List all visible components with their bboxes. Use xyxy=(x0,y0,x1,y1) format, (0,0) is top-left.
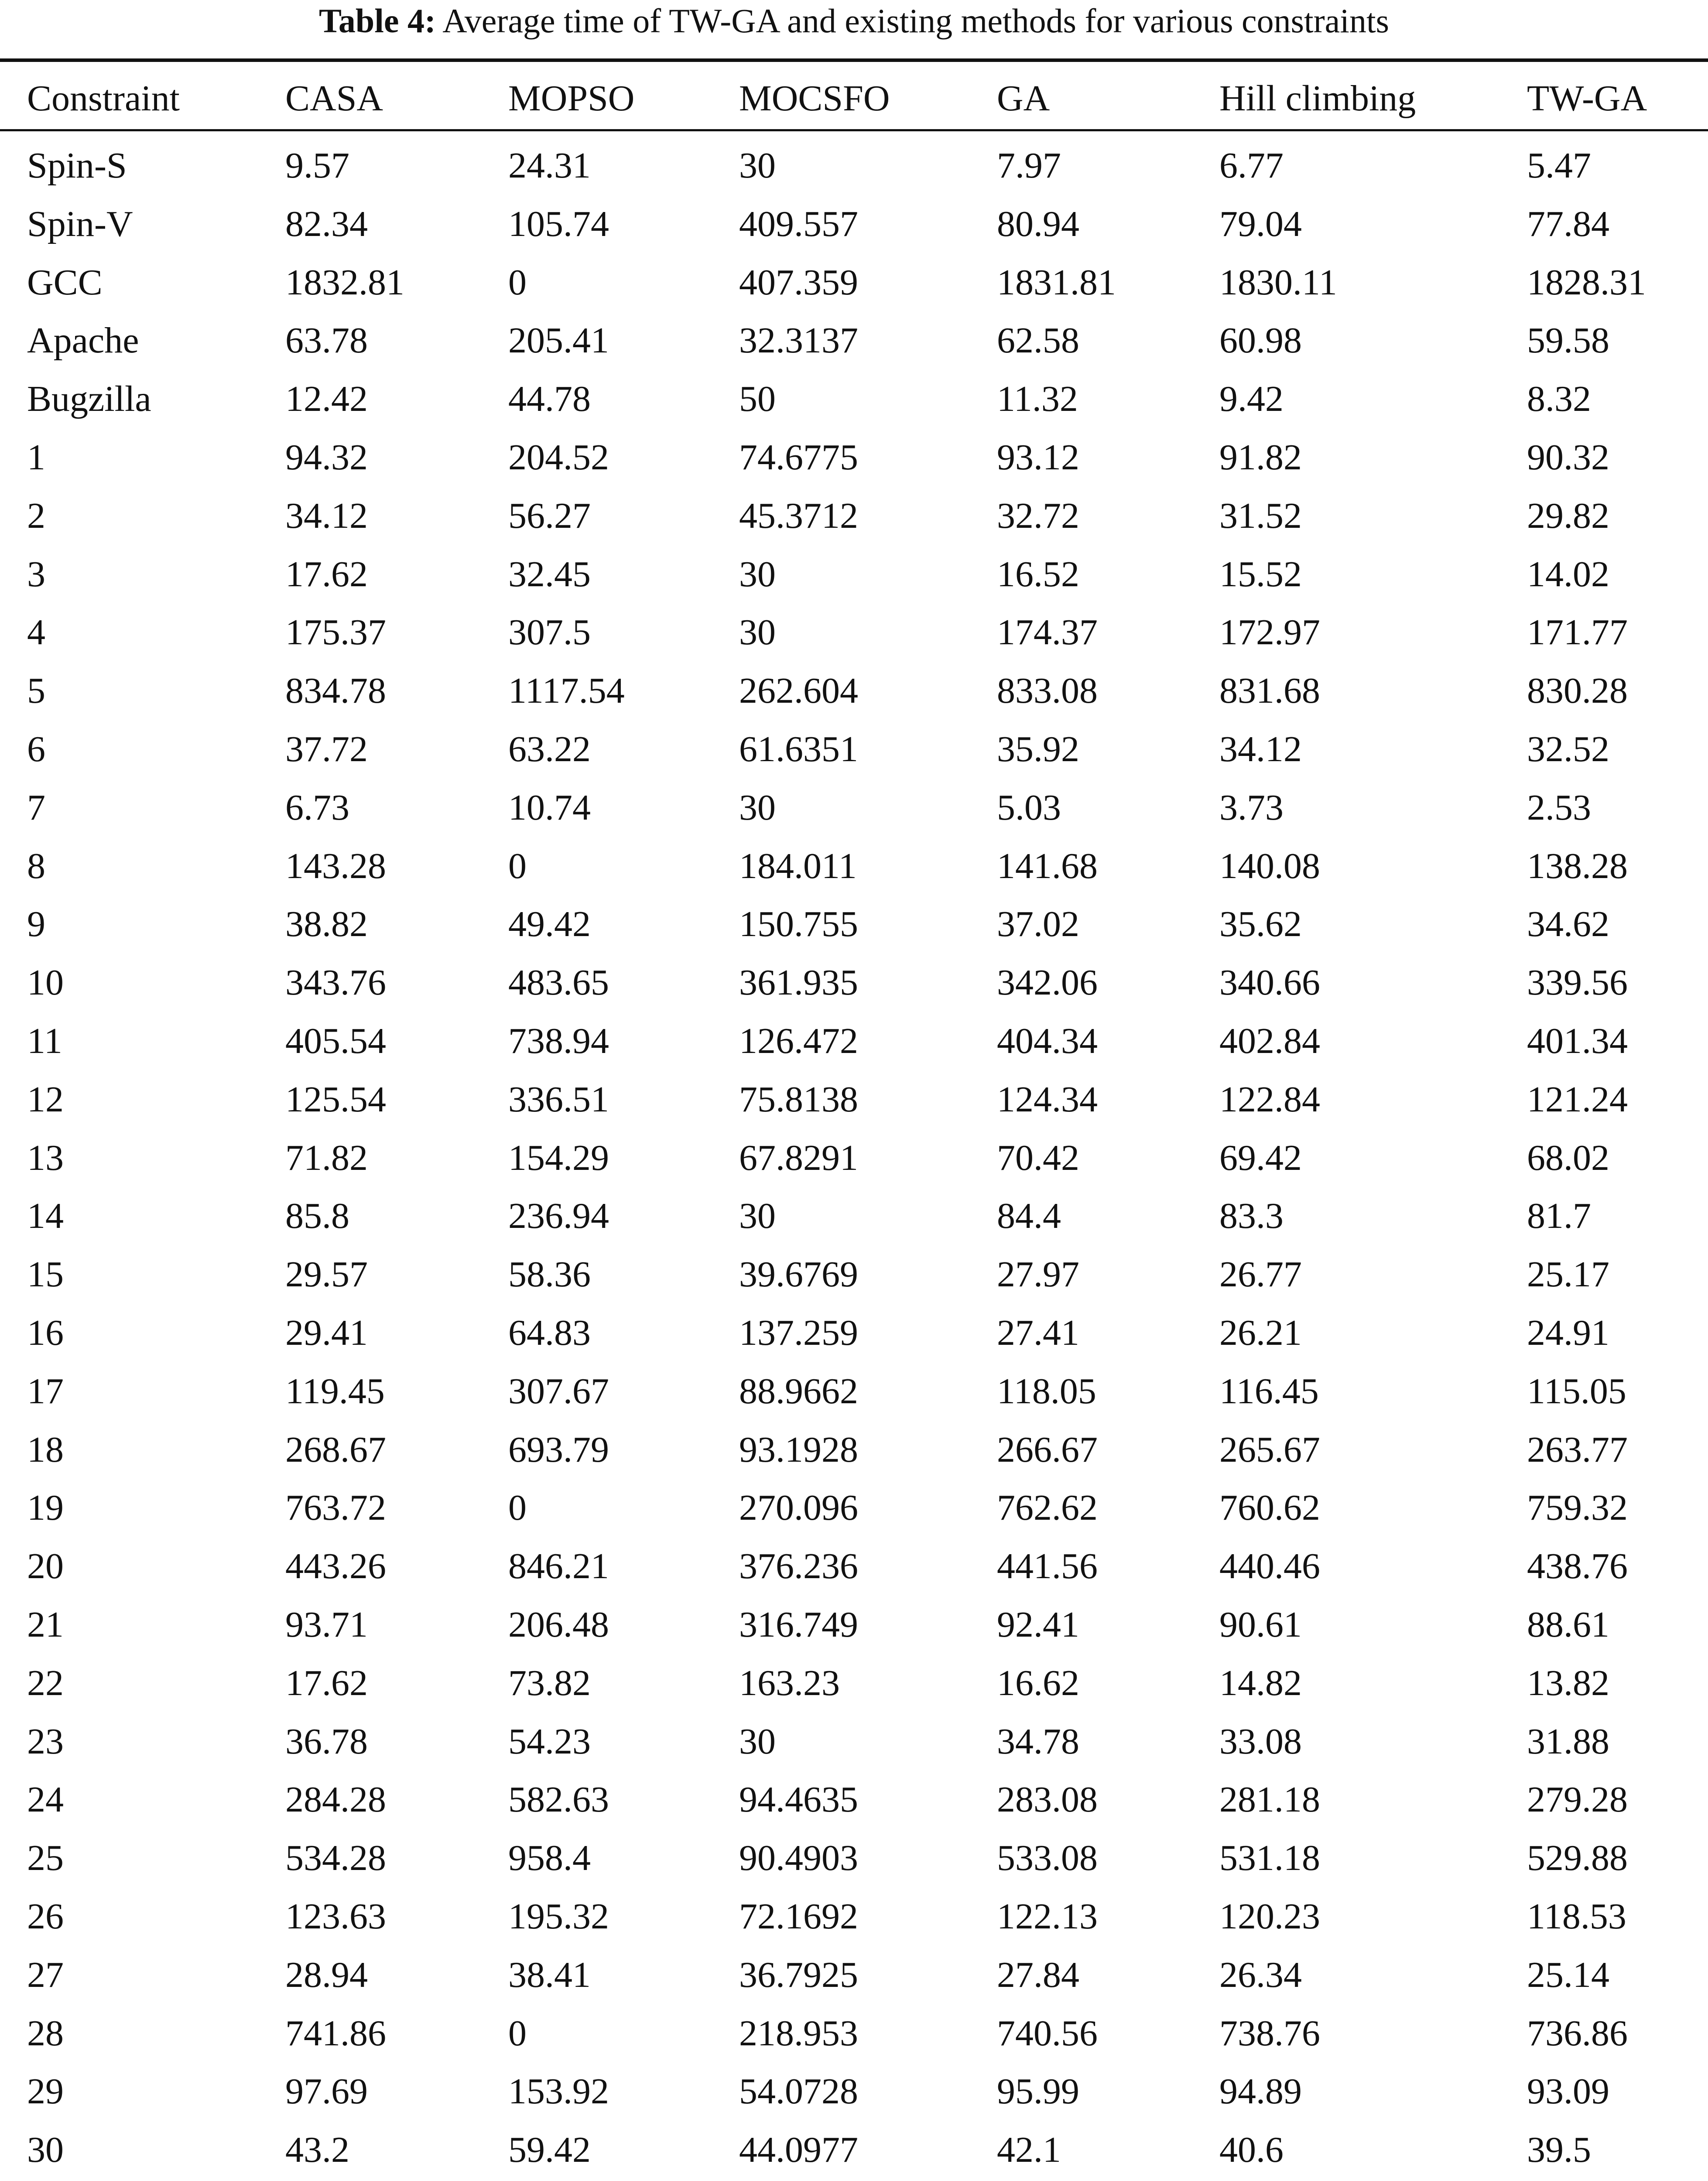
value-cell: 82.34 xyxy=(285,203,368,244)
value-cell: 34.62 xyxy=(1527,904,1609,945)
value-cell: 206.48 xyxy=(508,1604,609,1645)
constraint-cell: 9 xyxy=(27,904,45,945)
value-cell: 26.34 xyxy=(1219,1954,1302,1995)
value-cell: 54.0728 xyxy=(739,2071,858,2112)
value-cell: 10.74 xyxy=(508,787,591,828)
value-cell: 958.4 xyxy=(508,1838,591,1879)
value-cell: 833.08 xyxy=(997,670,1098,711)
value-cell: 105.74 xyxy=(508,203,609,244)
value-cell: 205.41 xyxy=(508,320,609,361)
value-cell: 343.76 xyxy=(285,962,386,1003)
value-cell: 36.7925 xyxy=(739,1954,858,1995)
table-caption-text: Average time of TW-GA and existing methods for various constraints xyxy=(442,2,1389,40)
value-cell: 35.92 xyxy=(997,729,1079,769)
value-cell: 14.82 xyxy=(1219,1662,1302,1703)
value-cell: 32.72 xyxy=(997,495,1079,536)
value-cell: 171.77 xyxy=(1527,612,1628,653)
table-row xyxy=(0,1362,1708,1421)
value-cell: 316.749 xyxy=(739,1604,858,1645)
value-cell: 40.6 xyxy=(1219,2130,1284,2171)
value-cell: 1828.31 xyxy=(1527,262,1646,303)
value-cell: 31.52 xyxy=(1219,495,1302,536)
value-cell: 72.1692 xyxy=(739,1896,858,1937)
value-cell: 118.05 xyxy=(997,1371,1096,1412)
table-row xyxy=(0,1887,1708,1946)
value-cell: 405.54 xyxy=(285,1021,386,1061)
value-cell: 75.8138 xyxy=(739,1079,858,1120)
value-cell: 529.88 xyxy=(1527,1838,1628,1879)
value-cell: 1117.54 xyxy=(508,670,625,711)
value-cell: 0 xyxy=(508,1487,527,1528)
constraint-cell: Bugzilla xyxy=(27,379,151,420)
value-cell: 56.27 xyxy=(508,495,591,536)
constraint-cell: 28 xyxy=(27,2013,64,2054)
value-cell: 24.31 xyxy=(508,145,591,186)
constraint-cell: 22 xyxy=(27,1662,64,1703)
constraint-cell: Spin-V xyxy=(27,203,133,244)
value-cell: 204.52 xyxy=(508,437,609,478)
table-row xyxy=(0,311,1708,370)
value-cell: 120.23 xyxy=(1219,1896,1320,1937)
value-cell: 36.78 xyxy=(285,1721,368,1762)
value-cell: 69.42 xyxy=(1219,1137,1302,1178)
value-cell: 31.88 xyxy=(1527,1721,1609,1762)
value-cell: 118.53 xyxy=(1527,1896,1626,1937)
value-cell: 339.56 xyxy=(1527,962,1628,1003)
value-cell: 60.98 xyxy=(1219,320,1302,361)
table-row xyxy=(0,2062,1708,2121)
value-cell: 58.36 xyxy=(508,1254,591,1295)
value-cell: 336.51 xyxy=(508,1079,609,1120)
table-row xyxy=(0,954,1708,1012)
value-cell: 184.011 xyxy=(739,845,857,886)
value-cell: 61.6351 xyxy=(739,729,858,769)
value-cell: 25.17 xyxy=(1527,1254,1609,1295)
value-cell: 0 xyxy=(508,845,527,886)
value-cell: 88.61 xyxy=(1527,1604,1609,1645)
table-row xyxy=(0,370,1708,428)
constraint-cell: 4 xyxy=(27,612,45,653)
constraint-cell: 17 xyxy=(27,1371,64,1412)
value-cell: 39.6769 xyxy=(739,1254,858,1295)
value-cell: 376.236 xyxy=(739,1546,858,1587)
value-cell: 27.41 xyxy=(997,1313,1079,1353)
value-cell: 29.82 xyxy=(1527,495,1609,536)
constraint-cell: 26 xyxy=(27,1896,64,1937)
table-row xyxy=(0,2004,1708,2063)
value-cell: 94.4635 xyxy=(739,1779,858,1820)
value-cell: 77.84 xyxy=(1527,203,1609,244)
value-cell: 30 xyxy=(739,1721,776,1762)
constraint-cell: 19 xyxy=(27,1487,64,1528)
value-cell: 34.12 xyxy=(285,495,368,536)
constraint-cell: 6 xyxy=(27,729,45,769)
table-row xyxy=(0,137,1708,195)
table-top-rule xyxy=(0,58,1708,62)
value-cell: 5.47 xyxy=(1527,145,1591,186)
table-row xyxy=(0,545,1708,604)
value-cell: 74.6775 xyxy=(739,437,858,478)
value-cell: 830.28 xyxy=(1527,670,1628,711)
value-cell: 17.62 xyxy=(285,1662,368,1703)
table-row xyxy=(0,1070,1708,1129)
value-cell: 736.86 xyxy=(1527,2013,1628,2054)
value-cell: 90.4903 xyxy=(739,1838,858,1879)
table-row xyxy=(0,1187,1708,1245)
value-cell: 90.32 xyxy=(1527,437,1609,478)
constraint-cell: 21 xyxy=(27,1604,64,1645)
value-cell: 738.94 xyxy=(508,1021,609,1061)
value-cell: 150.755 xyxy=(739,904,858,945)
value-cell: 85.8 xyxy=(285,1196,349,1237)
value-cell: 28.94 xyxy=(285,1954,368,1995)
value-cell: 307.67 xyxy=(508,1371,609,1412)
value-cell: 54.23 xyxy=(508,1721,591,1762)
table-row xyxy=(0,603,1708,662)
value-cell: 126.472 xyxy=(739,1021,858,1061)
value-cell: 115.05 xyxy=(1527,1371,1626,1412)
value-cell: 443.26 xyxy=(285,1546,386,1587)
value-cell: 138.28 xyxy=(1527,845,1628,886)
header-ga: GA xyxy=(997,78,1050,119)
value-cell: 43.2 xyxy=(285,2130,349,2171)
value-cell: 143.28 xyxy=(285,845,386,886)
value-cell: 693.79 xyxy=(508,1429,609,1470)
header-hill-climbing: Hill climbing xyxy=(1219,78,1416,119)
value-cell: 831.68 xyxy=(1219,670,1320,711)
constraint-cell: 20 xyxy=(27,1546,64,1587)
value-cell: 438.76 xyxy=(1527,1546,1628,1587)
value-cell: 38.82 xyxy=(285,904,368,945)
value-cell: 16.62 xyxy=(997,1662,1079,1703)
value-cell: 34.78 xyxy=(997,1721,1079,1762)
value-cell: 760.62 xyxy=(1219,1487,1320,1528)
value-cell: 15.52 xyxy=(1219,554,1302,595)
value-cell: 44.78 xyxy=(508,379,591,420)
constraint-cell: 1 xyxy=(27,437,45,478)
constraint-cell: 29 xyxy=(27,2071,64,2112)
value-cell: 116.45 xyxy=(1219,1371,1319,1412)
table-row xyxy=(0,1771,1708,1829)
value-cell: 122.84 xyxy=(1219,1079,1320,1120)
table-row xyxy=(0,662,1708,720)
header-casa: CASA xyxy=(285,78,383,119)
value-cell: 738.76 xyxy=(1219,2013,1320,2054)
constraint-cell: 16 xyxy=(27,1313,64,1353)
table-row xyxy=(0,1537,1708,1596)
constraint-cell: 7 xyxy=(27,787,45,828)
table-row xyxy=(0,1479,1708,1537)
value-cell: 35.62 xyxy=(1219,904,1302,945)
value-cell: 265.67 xyxy=(1219,1429,1320,1470)
value-cell: 70.42 xyxy=(997,1137,1079,1178)
constraint-cell: 5 xyxy=(27,670,45,711)
value-cell: 125.54 xyxy=(285,1079,386,1120)
value-cell: 9.57 xyxy=(285,145,349,186)
value-cell: 25.14 xyxy=(1527,1954,1609,1995)
value-cell: 91.82 xyxy=(1219,437,1302,478)
constraint-cell: 3 xyxy=(27,554,45,595)
value-cell: 45.3712 xyxy=(739,495,858,536)
constraint-cell: 10 xyxy=(27,962,64,1003)
value-cell: 34.12 xyxy=(1219,729,1302,769)
header-mocsfo: MOCSFO xyxy=(739,78,890,119)
value-cell: 763.72 xyxy=(285,1487,386,1528)
value-cell: 534.28 xyxy=(285,1838,386,1879)
value-cell: 38.41 xyxy=(508,1954,591,1995)
table-row xyxy=(0,1304,1708,1362)
value-cell: 37.72 xyxy=(285,729,368,769)
value-cell: 284.28 xyxy=(285,1779,386,1820)
value-cell: 268.67 xyxy=(285,1429,386,1470)
value-cell: 37.02 xyxy=(997,904,1079,945)
constraint-cell: 30 xyxy=(27,2130,64,2171)
value-cell: 63.22 xyxy=(508,729,591,769)
value-cell: 6.77 xyxy=(1219,145,1284,186)
value-cell: 83.3 xyxy=(1219,1196,1284,1237)
value-cell: 163.23 xyxy=(739,1662,840,1703)
value-cell: 16.52 xyxy=(997,554,1079,595)
value-cell: 44.0977 xyxy=(739,2130,858,2171)
table-row xyxy=(0,1596,1708,1654)
value-cell: 27.97 xyxy=(997,1254,1079,1295)
table-row xyxy=(0,1245,1708,1304)
header-mopso: MOPSO xyxy=(508,78,635,119)
table-row xyxy=(0,1713,1708,1771)
value-cell: 740.56 xyxy=(997,2013,1098,2054)
constraint-cell: 18 xyxy=(27,1429,64,1470)
constraint-cell: 15 xyxy=(27,1254,64,1295)
value-cell: 26.21 xyxy=(1219,1313,1302,1353)
value-cell: 64.83 xyxy=(508,1313,591,1353)
value-cell: 266.67 xyxy=(997,1429,1098,1470)
value-cell: 140.08 xyxy=(1219,845,1320,886)
value-cell: 30 xyxy=(739,612,776,653)
value-cell: 153.92 xyxy=(508,2071,609,2112)
table-row xyxy=(0,2121,1708,2179)
value-cell: 846.21 xyxy=(508,1546,609,1587)
table-header-row xyxy=(0,68,1708,129)
value-cell: 119.45 xyxy=(285,1371,385,1412)
constraint-cell: 24 xyxy=(27,1779,64,1820)
constraint-cell: 13 xyxy=(27,1137,64,1178)
table-row xyxy=(0,1421,1708,1479)
constraint-cell: GCC xyxy=(27,262,103,303)
value-cell: 834.78 xyxy=(285,670,386,711)
table-row xyxy=(0,253,1708,312)
value-cell: 441.56 xyxy=(997,1546,1098,1587)
table-row xyxy=(0,837,1708,896)
value-cell: 340.66 xyxy=(1219,962,1320,1003)
value-cell: 307.5 xyxy=(508,612,591,653)
value-cell: 93.1928 xyxy=(739,1429,858,1470)
value-cell: 3.73 xyxy=(1219,787,1284,828)
value-cell: 81.7 xyxy=(1527,1196,1591,1237)
value-cell: 93.71 xyxy=(285,1604,368,1645)
value-cell: 531.18 xyxy=(1219,1838,1320,1879)
value-cell: 33.08 xyxy=(1219,1721,1302,1762)
constraint-cell: 23 xyxy=(27,1721,64,1762)
value-cell: 5.03 xyxy=(997,787,1061,828)
value-cell: 68.02 xyxy=(1527,1137,1609,1178)
constraint-cell: 11 xyxy=(27,1021,62,1061)
value-cell: 94.89 xyxy=(1219,2071,1302,2112)
value-cell: 29.57 xyxy=(285,1254,368,1295)
value-cell: 27.84 xyxy=(997,1954,1079,1995)
table-row xyxy=(0,1012,1708,1070)
table-row xyxy=(0,195,1708,253)
value-cell: 137.259 xyxy=(739,1313,858,1353)
value-cell: 175.37 xyxy=(285,612,386,653)
constraint-cell: Apache xyxy=(27,320,139,361)
value-cell: 84.4 xyxy=(997,1196,1061,1237)
value-cell: 409.557 xyxy=(739,203,858,244)
table-row xyxy=(0,1829,1708,1887)
value-cell: 92.41 xyxy=(997,1604,1079,1645)
value-cell: 1832.81 xyxy=(285,262,404,303)
constraint-cell: Spin-S xyxy=(27,145,127,186)
value-cell: 582.63 xyxy=(508,1779,609,1820)
value-cell: 281.18 xyxy=(1219,1779,1320,1820)
value-cell: 270.096 xyxy=(739,1487,858,1528)
value-cell: 50 xyxy=(739,379,776,420)
value-cell: 122.13 xyxy=(997,1896,1098,1937)
value-cell: 7.97 xyxy=(997,145,1061,186)
value-cell: 342.06 xyxy=(997,962,1098,1003)
value-cell: 24.91 xyxy=(1527,1313,1609,1353)
value-cell: 11.32 xyxy=(997,379,1078,420)
value-cell: 218.953 xyxy=(739,2013,858,2054)
value-cell: 30 xyxy=(739,554,776,595)
value-cell: 124.34 xyxy=(997,1079,1098,1120)
value-cell: 6.73 xyxy=(285,787,349,828)
value-cell: 32.3137 xyxy=(739,320,858,361)
value-cell: 94.32 xyxy=(285,437,368,478)
table-row xyxy=(0,1946,1708,2004)
value-cell: 42.1 xyxy=(997,2130,1061,2171)
value-cell: 123.63 xyxy=(285,1896,386,1937)
value-cell: 759.32 xyxy=(1527,1487,1628,1528)
constraint-cell: 27 xyxy=(27,1954,64,1995)
value-cell: 1830.11 xyxy=(1219,262,1337,303)
value-cell: 30 xyxy=(739,1196,776,1237)
value-cell: 93.09 xyxy=(1527,2071,1609,2112)
constraint-cell: 2 xyxy=(27,495,45,536)
value-cell: 174.37 xyxy=(997,612,1098,653)
value-cell: 30 xyxy=(739,787,776,828)
table-row xyxy=(0,720,1708,779)
table-row xyxy=(0,779,1708,837)
value-cell: 62.58 xyxy=(997,320,1079,361)
value-cell: 0 xyxy=(508,2013,527,2054)
value-cell: 13.82 xyxy=(1527,1662,1609,1703)
value-cell: 71.82 xyxy=(285,1137,368,1178)
value-cell: 195.32 xyxy=(508,1896,609,1937)
header-tw-ga: TW-GA xyxy=(1527,78,1647,119)
value-cell: 533.08 xyxy=(997,1838,1098,1879)
value-cell: 79.04 xyxy=(1219,203,1302,244)
value-cell: 404.34 xyxy=(997,1021,1098,1061)
constraint-cell: 14 xyxy=(27,1196,64,1237)
value-cell: 121.24 xyxy=(1527,1079,1628,1120)
table-header-rule xyxy=(0,129,1708,131)
constraint-cell: 12 xyxy=(27,1079,64,1120)
value-cell: 0 xyxy=(508,262,527,303)
value-cell: 39.5 xyxy=(1527,2130,1591,2171)
table-row xyxy=(0,1129,1708,1187)
value-cell: 279.28 xyxy=(1527,1779,1628,1820)
table-row xyxy=(0,895,1708,954)
value-cell: 90.61 xyxy=(1219,1604,1302,1645)
table-row xyxy=(0,1654,1708,1713)
table-row xyxy=(0,428,1708,487)
value-cell: 9.42 xyxy=(1219,379,1284,420)
value-cell: 283.08 xyxy=(997,1779,1098,1820)
value-cell: 29.41 xyxy=(285,1313,368,1353)
value-cell: 2.53 xyxy=(1527,787,1591,828)
value-cell: 17.62 xyxy=(285,554,368,595)
table-caption-label: Table 4: xyxy=(318,2,436,40)
value-cell: 73.82 xyxy=(508,1662,591,1703)
constraint-cell: 8 xyxy=(27,845,45,886)
value-cell: 12.42 xyxy=(285,379,368,420)
value-cell: 1831.81 xyxy=(997,262,1116,303)
value-cell: 262.604 xyxy=(739,670,858,711)
value-cell: 63.78 xyxy=(285,320,368,361)
value-cell: 88.9662 xyxy=(739,1371,858,1412)
value-cell: 172.97 xyxy=(1219,612,1320,653)
value-cell: 67.8291 xyxy=(739,1137,858,1178)
value-cell: 32.52 xyxy=(1527,729,1609,769)
value-cell: 154.29 xyxy=(508,1137,609,1178)
value-cell: 93.12 xyxy=(997,437,1079,478)
value-cell: 141.68 xyxy=(997,845,1098,886)
value-cell: 483.65 xyxy=(508,962,609,1003)
value-cell: 762.62 xyxy=(997,1487,1098,1528)
value-cell: 407.359 xyxy=(739,262,858,303)
value-cell: 59.42 xyxy=(508,2130,591,2171)
value-cell: 361.935 xyxy=(739,962,858,1003)
value-cell: 30 xyxy=(739,145,776,186)
value-cell: 236.94 xyxy=(508,1196,609,1237)
value-cell: 401.34 xyxy=(1527,1021,1628,1061)
value-cell: 97.69 xyxy=(285,2071,368,2112)
value-cell: 8.32 xyxy=(1527,379,1591,420)
value-cell: 80.94 xyxy=(997,203,1079,244)
value-cell: 741.86 xyxy=(285,2013,386,2054)
value-cell: 263.77 xyxy=(1527,1429,1628,1470)
value-cell: 95.99 xyxy=(997,2071,1079,2112)
value-cell: 59.58 xyxy=(1527,320,1609,361)
constraint-cell: 25 xyxy=(27,1838,64,1879)
value-cell: 32.45 xyxy=(508,554,591,595)
table-caption xyxy=(0,0,1708,42)
value-cell: 14.02 xyxy=(1527,554,1609,595)
value-cell: 49.42 xyxy=(508,904,591,945)
table-row xyxy=(0,487,1708,545)
header-constraint: Constraint xyxy=(27,78,180,119)
value-cell: 440.46 xyxy=(1219,1546,1320,1587)
value-cell: 402.84 xyxy=(1219,1021,1320,1061)
value-cell: 26.77 xyxy=(1219,1254,1302,1295)
